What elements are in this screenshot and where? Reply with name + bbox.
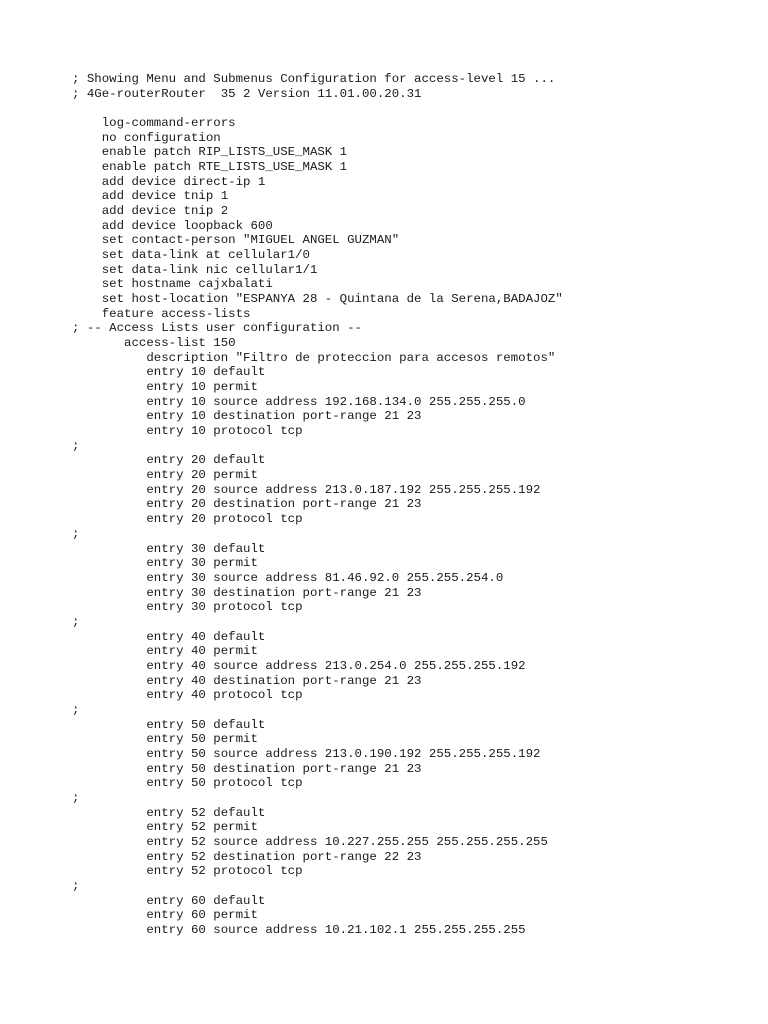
acl-entry-line: entry 60 permit [72, 908, 258, 923]
acl-entry-line: entry 10 default [72, 365, 266, 380]
acl-entry-line: entry 60 source address 10.21.102.1 255.255.255.255 [72, 922, 526, 937]
acl-entry-line: entry 10 permit [72, 380, 258, 395]
config-line: add device tnip 2 [72, 204, 229, 219]
comment-line: ; 4Ge-routerRouter 35 2 Version 11.01.00.20.31 [72, 86, 422, 101]
config-line: set data-link at cellular1/0 [72, 248, 310, 263]
acl-entry-line: entry 50 destination port-range 21 23 [72, 761, 422, 776]
acl-entry-line: entry 20 default [72, 453, 266, 468]
acl-entry-line: entry 30 protocol tcp [72, 600, 303, 615]
acl-entry-line: entry 50 protocol tcp [72, 776, 303, 791]
blank-line [72, 101, 563, 116]
acl-entry-line: entry 50 permit [72, 732, 258, 747]
config-listing [72, 72, 563, 938]
config-line: set data-link nic cellular1/1 [72, 262, 318, 277]
separator-line: ; [72, 790, 80, 805]
separator-line: ; [72, 438, 80, 453]
config-line: feature access-lists [72, 306, 251, 321]
separator-line: ; [72, 702, 80, 717]
comment-line: ; Showing Menu and Submenus Configuration for access-level 15 ... [72, 72, 556, 86]
acl-entry-line: entry 40 permit [72, 644, 258, 659]
acl-entry-line: entry 30 destination port-range 21 23 [72, 585, 422, 600]
acl-entry-line: entry 20 protocol tcp [72, 512, 303, 527]
config-line: no configuration [72, 130, 221, 145]
acl-entry-line: entry 40 destination port-range 21 23 [72, 673, 422, 688]
acl-entry-line: entry 20 source address 213.0.187.192 255.255.255.192 [72, 482, 541, 497]
acl-entry-line: entry 10 destination port-range 21 23 [72, 409, 422, 424]
acl-entry-line: entry 52 protocol tcp [72, 864, 303, 879]
comment-line: ; -- Access Lists user configuration -- [72, 321, 362, 336]
acl-entry-line: entry 30 permit [72, 556, 258, 571]
acl-entry-line: entry 30 source address 81.46.92.0 255.255.254.0 [72, 570, 504, 585]
separator-line: ; [72, 878, 80, 893]
acl-entry-line: entry 40 protocol tcp [72, 688, 303, 703]
acl-entry-line: entry 52 default [72, 805, 266, 820]
separator-line: ; [72, 526, 80, 541]
config-line: enable patch RTE_LISTS_USE_MASK 1 [72, 160, 348, 175]
acl-entry-line: entry 20 destination port-range 21 23 [72, 497, 422, 512]
acl-entry-line: entry 60 default [72, 893, 266, 908]
config-line: set contact-person "MIGUEL ANGEL GUZMAN" [72, 233, 400, 248]
config-line: enable patch RIP_LISTS_USE_MASK 1 [72, 145, 348, 160]
acl-entry-line: entry 52 destination port-range 22 23 [72, 849, 422, 864]
config-line: access-list 150 [72, 336, 236, 351]
acl-entry-line: entry 52 source address 10.227.255.255 255.255.255.255 [72, 834, 548, 849]
config-line: set host-location "ESPANYA 28 - Quintana de la Serena,BADAJOZ" [72, 292, 563, 307]
acl-entry-line: entry 40 default [72, 629, 266, 644]
config-line: log-command-errors [72, 116, 236, 131]
config-line: add device direct-ip 1 [72, 174, 266, 189]
acl-entry-line: entry 10 protocol tcp [72, 424, 303, 439]
acl-entry-line: entry 40 source address 213.0.254.0 255.255.255.192 [72, 658, 526, 673]
acl-entry-line: entry 52 permit [72, 820, 258, 835]
config-line: add device loopback 600 [72, 218, 273, 233]
config-line: description "Filtro de proteccion para accesos remotos" [72, 350, 556, 365]
acl-entry-line: entry 50 default [72, 717, 266, 732]
acl-entry-line: entry 50 source address 213.0.190.192 255.255.255.192 [72, 746, 541, 761]
acl-entry-line: entry 20 permit [72, 468, 258, 483]
acl-entry-line: entry 30 default [72, 541, 266, 556]
config-line: add device tnip 1 [72, 189, 229, 204]
config-line: set hostname cajxbalati [72, 277, 273, 292]
acl-entry-line: entry 10 source address 192.168.134.0 255.255.255.0 [72, 394, 526, 409]
separator-line: ; [72, 614, 80, 629]
